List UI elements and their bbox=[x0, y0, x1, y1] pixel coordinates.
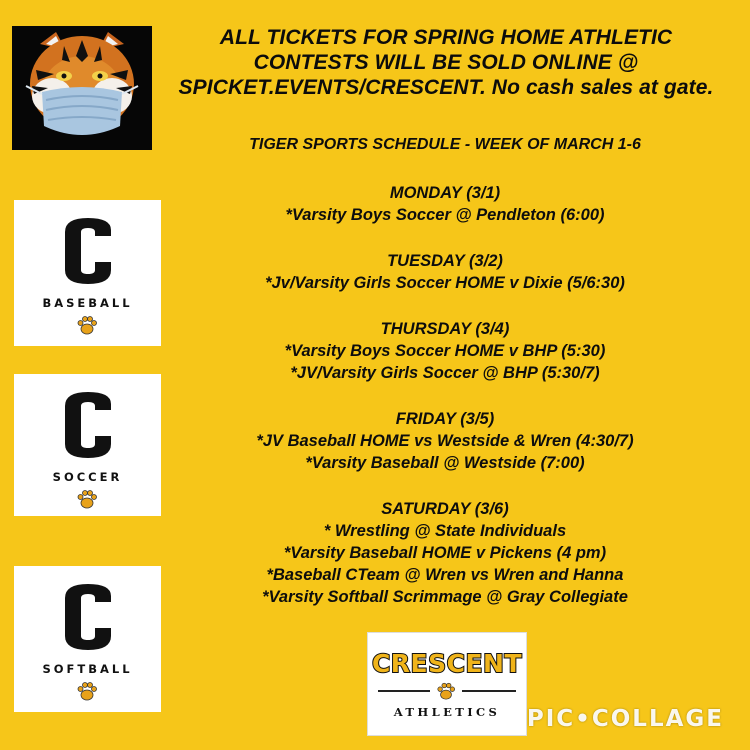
event-item: *Varsity Softball Scrimmage @ Gray Collegiate bbox=[262, 588, 628, 606]
day-heading: FRIDAY (3/5) bbox=[395, 410, 495, 428]
paw-print-icon bbox=[76, 488, 98, 510]
softball-card bbox=[14, 566, 161, 712]
logo-subtitle: ATHLETICS bbox=[393, 705, 501, 719]
pic-collage-watermark: PIC•COLLAGE bbox=[526, 706, 724, 732]
day-block-monday bbox=[165, 182, 725, 226]
event-item: *Varsity Baseball HOME v Pickens (4 pm) bbox=[283, 544, 607, 562]
event-item: *JV Baseball HOME vs Westside & Wren (4:30/7) bbox=[256, 432, 634, 450]
event-item: *Varsity Boys Soccer @ Pendleton (6:00) bbox=[285, 206, 605, 224]
schedule-title: TIGER SPORTS SCHEDULE - WEEK OF MARCH 1-6 bbox=[249, 136, 641, 153]
event-item: *Jv/Varsity Girls Soccer HOME v Dixie (5/6:30) bbox=[265, 274, 625, 292]
tiger-mask-image bbox=[12, 26, 152, 150]
event-item: *Baseball CTeam @ Wren vs Wren and Hanna bbox=[266, 566, 624, 584]
day-block-friday bbox=[165, 408, 725, 474]
day-block-tuesday bbox=[165, 250, 725, 294]
day-heading: THURSDAY (3/4) bbox=[380, 320, 510, 338]
sport-label: BASEBALL bbox=[42, 296, 133, 310]
day-heading: MONDAY (3/1) bbox=[389, 184, 501, 202]
day-block-thursday bbox=[165, 318, 725, 384]
logo-wordmark: CRESCENT bbox=[371, 649, 523, 678]
paw-print-icon bbox=[76, 314, 98, 336]
crescent-athletics-logo bbox=[367, 632, 527, 736]
headline-line: SPICKET.EVENTS/CRESCENT. No cash sales at gate. bbox=[178, 75, 714, 99]
logo-divider bbox=[378, 690, 430, 692]
paw-print-icon bbox=[436, 681, 456, 701]
event-item: * Wrestling @ State Individuals bbox=[323, 522, 567, 540]
tiger-with-mask-icon bbox=[12, 26, 152, 150]
baseball-card bbox=[14, 200, 161, 346]
headline-line: ALL TICKETS FOR SPRING HOME ATHLETIC bbox=[219, 26, 673, 49]
day-heading: SATURDAY (3/6) bbox=[381, 500, 509, 518]
logo-divider bbox=[462, 690, 516, 692]
c-logo-icon bbox=[14, 214, 161, 284]
soccer-card bbox=[14, 374, 161, 516]
paw-print-icon bbox=[76, 680, 98, 702]
event-item: *Varsity Boys Soccer HOME v BHP (5:30) bbox=[284, 342, 606, 360]
c-logo-icon bbox=[14, 388, 161, 458]
day-block-saturday bbox=[165, 498, 725, 608]
sport-label: SOCCER bbox=[52, 470, 123, 484]
schedule-list bbox=[165, 182, 725, 632]
event-item: *Varsity Baseball @ Westside (7:00) bbox=[305, 454, 585, 472]
sport-label: SOFTBALL bbox=[42, 662, 133, 676]
ticket-notice-headline bbox=[160, 26, 732, 100]
c-logo-icon bbox=[14, 580, 161, 650]
headline-line: CONTESTS WILL BE SOLD ONLINE @ bbox=[253, 50, 639, 74]
event-item: *JV/Varsity Girls Soccer @ BHP (5:30/7) bbox=[290, 364, 600, 382]
day-heading: TUESDAY (3/2) bbox=[387, 252, 503, 270]
